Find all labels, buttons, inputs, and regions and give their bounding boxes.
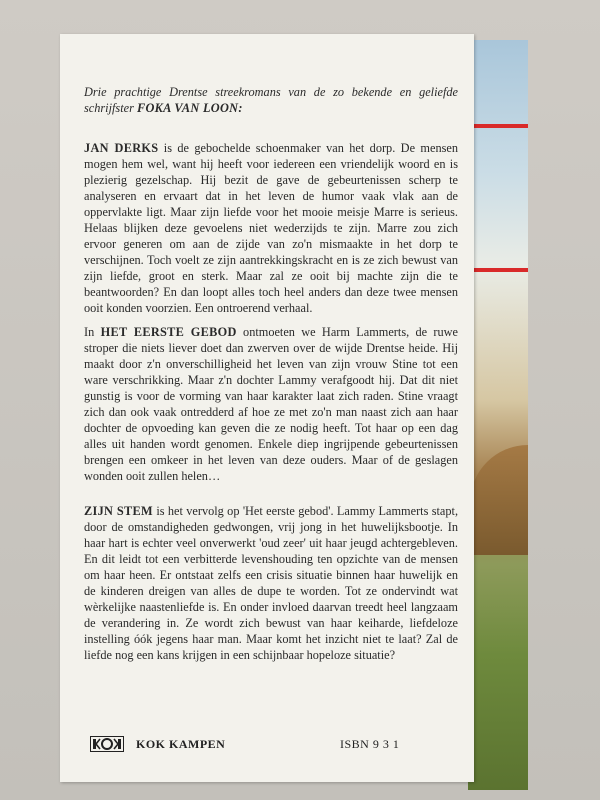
section-body: is de gebochelde schoenmaker van het dorp. De mensen mogen hem wel, want hij heeft voor iedereen een vriendelijk woord en is plezierig gezelschap. Hij bezit de gave de gebeurtenissen scherp te analyseren en ervaart dat in het leven de humor vaak vlak aan de oppervlakte ligt. Maar zijn liefde voor het mooie meisje Marre is serieus. Helaas blijken deze gevoelens niet wederzijds te zijn. Marre zou zich ervoor generen om aan de zijde van zo'n mismaakte in het dorp te verschijnen. Toch voelt ze zijn aantrekkingskracht en is ze zich bewust van zijn liefde, groot en sterk. Maar zal ze ooit bij machte zijn die te beantwoorden? En dan loopt alles toch heel anders dan deze twee mensen ooit konden voorzien. Een ontroerend verhaal. <box>84 141 458 315</box>
spine-illustration <box>468 40 528 790</box>
publisher-name: KOK KAMPEN <box>136 737 226 751</box>
kok-logo-icon <box>90 736 124 752</box>
section-title: ZIJN STEM <box>84 504 153 518</box>
section-body: ontmoeten we Harm Lammerts, de ruwe stroper die niets liever doet dan zwerven over de wijde Drentse heide. Hij maakt door z'n onverschilligheid het leven van zijn vrouw Stine tot een ware verschrikking. Maar z'n dochter Lammy verafgoodt hij. Dat dit niet gunstig is voor de vorming van haar karakter laat zich raden. Stine vraagt zich dan ook vaak ontredderd af hoe ze met zo'n man naast zich aan haar dochter de opvoeding kan geven die ze nodig heeft. Tot haar op een dag alles uit handen wordt genomen. Enkele diep ingrijpende gebeurtenissen brengen een omkeer in het leven van deze ouders. Maar of de geslagen wonden ooit zullen helen… <box>84 325 459 483</box>
section-prefix: In <box>84 325 95 339</box>
section-title: JAN DERKS <box>84 141 159 155</box>
spine-red-stripe-top <box>468 124 528 128</box>
section-zijn-stem <box>84 503 458 663</box>
section-title: HET EERSTE GEBOD <box>100 325 237 339</box>
author-name: FOKA VAN LOON: <box>136 101 243 115</box>
section-het-eerste-gebod <box>84 324 458 484</box>
section-body: is het vervolg op 'Het eerste gebod'. Lammy Lammerts stapt, door de omstandigheden gedwongen, vrij jong in het huwelijksbootje. In haar hart is echter veel onverwerkt 'oud zeer' uit haar jeugd achtergebleven. En dit leidt tot een verbitterde levenshouding ten opzichte van de mensen om haar heen. Er ontstaat zelfs een crisis situatie binnen haar huwelijk en de kinderen dreigen van alles de dupe te worden. Tot ze ondervindt wat wèrkelijke naastenliefde is. En onder invloed daarvan treedt heel langzaam de verandering in. Ze wordt zich bewust van haar keiharde, liefdeloze instelling óók jegens haar man. Maar komt het inzicht niet te laat? Zal de liefde nog een kans krijgen in een schijnbaar hopeloze situatie? <box>84 504 459 662</box>
cover-footer <box>90 736 460 756</box>
section-jan-derks <box>84 140 458 316</box>
spine-red-stripe-bottom <box>468 268 528 272</box>
isbn-number: ISBN 9 3 1 <box>340 737 400 751</box>
intro-text: Drie prachtige Drentse streekromans van de zo bekende en geliefde schrijfster FOKA VAN LOON: <box>84 85 458 115</box>
